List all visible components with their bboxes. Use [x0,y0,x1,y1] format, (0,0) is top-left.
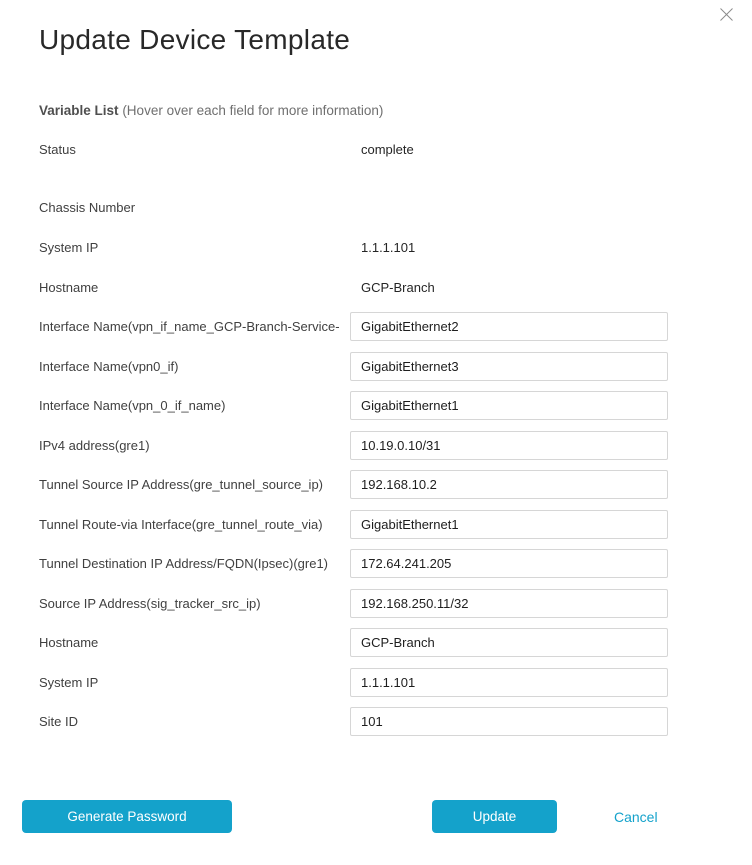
field-row-static [39,227,668,267]
variable-list [39,129,668,742]
field-row-input [39,505,668,545]
field-row-input [39,465,668,505]
field-label: Site ID [39,714,79,730]
field-label: Interface Name(vpn_if_name_GCP-Branch-Service- [39,319,340,335]
field-row-input [39,426,668,466]
field-label: Hostname [39,279,99,295]
field-value: GCP-Branch [361,279,435,295]
field-label: Source IP Address(sig_tracker_src_ip) [39,595,261,611]
field-row-input [39,584,668,624]
field-value: 1.1.1.101 [361,239,416,255]
field-row-input [39,663,668,703]
field-row-static [39,129,668,169]
field-input[interactable] [350,668,668,697]
generate-password-button[interactable]: Generate Password [22,800,232,833]
field-value: complete [361,141,414,157]
field-row-input [39,623,668,663]
field-label: System IP [39,674,99,690]
field-label: Tunnel Source IP Address(gre_tunnel_source_ip) [39,477,324,493]
field-row-input [39,347,668,387]
field-row-static [39,267,668,307]
field-input[interactable] [350,628,668,657]
field-label: Interface Name(vpn_0_if_name) [39,398,226,414]
field-label: Tunnel Route-via Interface(gre_tunnel_route_via) [39,516,323,532]
field-label: Tunnel Destination IP Address/FQDN(Ipsec)(gre1) [39,556,329,572]
cancel-button[interactable]: Cancel [614,808,658,825]
field-input[interactable] [350,312,668,341]
field-label: Hostname [39,635,99,651]
variable-list-heading [39,103,668,118]
field-input[interactable] [350,549,668,578]
field-row-input [39,386,668,426]
field-input[interactable] [350,510,668,539]
update-button[interactable]: Update [432,800,557,833]
field-input[interactable] [350,352,668,381]
field-input[interactable] [350,391,668,420]
field-input[interactable] [350,707,668,736]
close-icon[interactable] [717,5,735,23]
field-label: System IP [39,239,99,255]
field-row-input [39,544,668,584]
field-label: Status [39,141,76,157]
field-label: Chassis Number [39,199,136,215]
field-row-static [39,187,668,227]
field-input[interactable] [350,431,668,460]
field-input[interactable] [350,589,668,618]
field-label: Interface Name(vpn0_if) [39,358,179,374]
field-input[interactable] [350,470,668,499]
variable-list-hint: (Hover over each field for more information) [122,103,384,118]
variable-list-title: Variable List [39,103,119,118]
field-row-input [39,307,668,347]
page-title: Update Device Template [39,24,351,55]
field-label: IPv4 address(gre1) [39,437,150,453]
field-row-input [39,702,668,742]
